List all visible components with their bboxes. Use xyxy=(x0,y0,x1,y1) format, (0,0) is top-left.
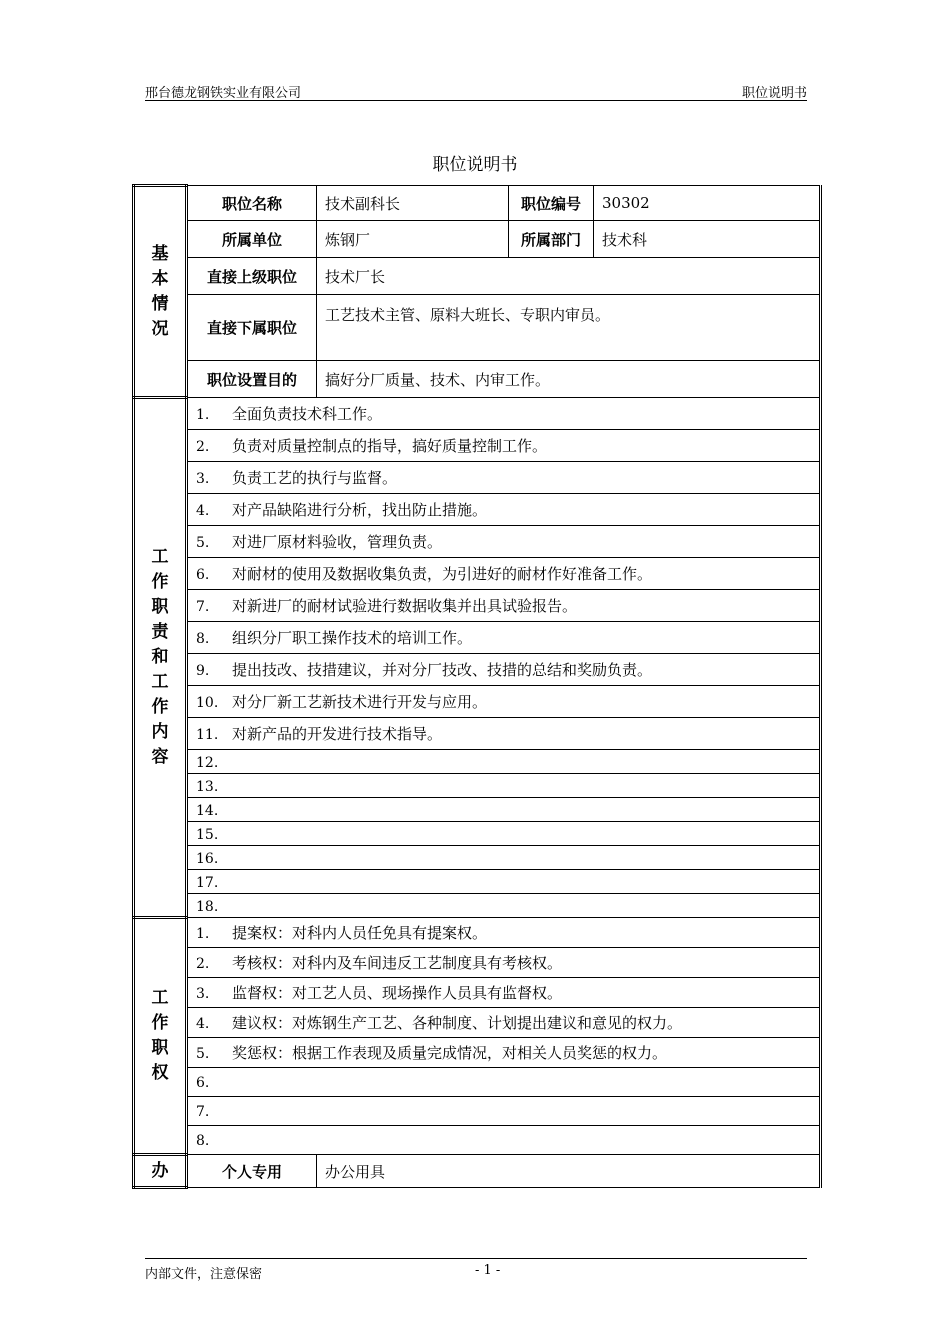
duty-row-cell xyxy=(187,462,821,494)
item-number: 6. xyxy=(196,1075,210,1091)
duty-row-cell xyxy=(187,870,821,894)
duty-row xyxy=(134,558,821,590)
item-text: 对新产品的开发进行技术指导。 xyxy=(232,725,443,743)
item-text: 考核权：对科内及车间违反工艺制度具有考核权。 xyxy=(232,954,563,972)
authority-row xyxy=(134,1038,821,1068)
duty-row-cell xyxy=(187,398,821,430)
duty-row-cell xyxy=(187,430,821,462)
duty-row xyxy=(134,590,821,622)
position-name-value: 技术副科长 xyxy=(317,186,509,221)
duty-row-cell xyxy=(187,894,821,918)
confidential-note: 内部文件，注意保密 xyxy=(145,1267,263,1282)
page-footer xyxy=(145,1258,807,1282)
item-text: 建议权：对炼钢生产工艺、各种制度、计划提出建议和意见的权力。 xyxy=(232,1014,683,1032)
item-number: 18. xyxy=(196,898,219,915)
item-number: 14. xyxy=(196,802,219,819)
duty-row xyxy=(134,798,821,822)
item-number: 3. xyxy=(196,986,210,1002)
item-number: 2. xyxy=(196,439,210,455)
duty-row-cell xyxy=(187,686,821,718)
item-text: 对新进厂的耐材试验进行数据收集并出具试验报告。 xyxy=(232,597,578,615)
item-text: 对进厂原材料验收，管理负责。 xyxy=(232,533,443,551)
item-text: 提出技改、技措建议，并对分厂技改、技措的总结和奖励负责。 xyxy=(232,661,653,679)
authority-row xyxy=(134,1126,821,1155)
item-number: 16. xyxy=(196,850,219,867)
item-number: 8. xyxy=(196,1133,210,1149)
authority-row xyxy=(134,948,821,978)
authority-row xyxy=(134,918,821,948)
duty-row-cell xyxy=(187,526,821,558)
authority-section-label xyxy=(134,918,187,1155)
item-number: 15. xyxy=(196,826,219,843)
page-header xyxy=(145,82,807,101)
header-doc-type: 职位说明书 xyxy=(741,86,807,101)
item-number: 1. xyxy=(196,407,210,423)
authority-row-cell xyxy=(187,1068,821,1097)
duties-section-label-text: 工作职责和工作内容 xyxy=(151,547,169,767)
authority-row-cell xyxy=(187,1038,821,1068)
item-number: 12. xyxy=(196,754,219,771)
dept-label: 所属部门 xyxy=(509,221,594,258)
position-name-label: 职位名称 xyxy=(187,186,317,221)
office-section-label: 办 xyxy=(134,1155,187,1188)
duty-row-cell xyxy=(187,750,821,774)
duty-row-cell xyxy=(187,622,821,654)
duty-row-cell xyxy=(187,590,821,622)
item-number: 17. xyxy=(196,874,219,891)
item-text: 对分厂新工艺新技术进行开发与应用。 xyxy=(232,693,488,711)
dept-value: 技术科 xyxy=(594,221,821,258)
duty-row xyxy=(134,398,821,430)
item-number: 11. xyxy=(196,727,219,743)
duty-row xyxy=(134,526,821,558)
purpose-value: 搞好分厂质量、技术、内审工作。 xyxy=(317,361,821,398)
item-number: 5. xyxy=(196,1046,210,1062)
authority-row-cell xyxy=(187,948,821,978)
duty-row xyxy=(134,774,821,798)
personal-use-label: 个人专用 xyxy=(187,1155,317,1188)
basic-section-text: 基本情况 xyxy=(151,243,169,339)
subordinate-value: 工艺技术主管、原料大班长、专职内审员。 xyxy=(317,295,821,361)
authority-row-cell xyxy=(187,978,821,1008)
authority-row-cell xyxy=(187,1008,821,1038)
position-code-value: 30302 xyxy=(594,186,821,221)
item-number: 6. xyxy=(196,567,210,583)
duty-row xyxy=(134,654,821,686)
authority-row-cell xyxy=(187,1097,821,1126)
item-number: 4. xyxy=(196,503,210,519)
unit-label: 所属单位 xyxy=(187,221,317,258)
basic-section-label xyxy=(134,186,187,398)
job-description-form xyxy=(132,184,822,1189)
item-number: 8. xyxy=(196,631,210,647)
duty-row xyxy=(134,894,821,918)
item-number: 9. xyxy=(196,663,210,679)
authority-row-cell xyxy=(187,918,821,948)
page-number: - 1 - xyxy=(475,1263,501,1278)
duty-row-cell xyxy=(187,798,821,822)
item-text: 监督权：对工艺人员、现场操作人员具有监督权。 xyxy=(232,984,563,1002)
duty-row-cell xyxy=(187,774,821,798)
duty-row xyxy=(134,430,821,462)
duty-row-cell xyxy=(187,558,821,590)
duty-row xyxy=(134,622,821,654)
duty-row xyxy=(134,846,821,870)
item-text: 全面负责技术科工作。 xyxy=(232,405,383,423)
duty-row xyxy=(134,870,821,894)
item-number: 13. xyxy=(196,778,219,795)
duty-row xyxy=(134,462,821,494)
duty-row xyxy=(134,494,821,526)
authority-row xyxy=(134,1097,821,1126)
superior-label: 直接上级职位 xyxy=(187,258,317,295)
purpose-label: 职位设置目的 xyxy=(187,361,317,398)
duty-row xyxy=(134,718,821,750)
personal-use-value: 办公用具 xyxy=(317,1155,821,1188)
unit-value: 炼钢厂 xyxy=(317,221,509,258)
duty-row-cell xyxy=(187,494,821,526)
item-number: 4. xyxy=(196,1016,210,1032)
item-text: 组织分厂职工操作技术的培训工作。 xyxy=(232,629,473,647)
item-text: 负责工艺的执行与监督。 xyxy=(232,469,398,487)
item-text: 提案权：对科内人员任免具有提案权。 xyxy=(232,924,488,942)
item-text: 对耐材的使用及数据收集负责，为引进好的耐材作好准备工作。 xyxy=(232,565,653,583)
duty-row-cell xyxy=(187,718,821,750)
office-row xyxy=(134,1155,821,1188)
item-number: 3. xyxy=(196,471,210,487)
item-number: 7. xyxy=(196,1104,210,1120)
item-number: 2. xyxy=(196,956,210,972)
authority-row xyxy=(134,1008,821,1038)
authority-row xyxy=(134,978,821,1008)
duties-section-label xyxy=(134,398,187,918)
document-title: 职位说明书 xyxy=(432,155,518,175)
position-code-label: 职位编号 xyxy=(509,186,594,221)
item-text: 负责对质量控制点的指导，搞好质量控制工作。 xyxy=(232,437,548,455)
item-text: 对产品缺陷进行分析，找出防止措施。 xyxy=(232,501,488,519)
duty-row xyxy=(134,822,821,846)
subordinate-label: 直接下属职位 xyxy=(187,295,317,361)
company-name: 邢台德龙钢铁实业有限公司 xyxy=(145,86,302,101)
item-number: 7. xyxy=(196,599,210,615)
authority-row xyxy=(134,1068,821,1097)
duty-row xyxy=(134,750,821,774)
superior-value: 技术厂长 xyxy=(317,258,821,295)
item-text: 奖惩权：根据工作表现及质量完成情况，对相关人员奖惩的权力。 xyxy=(232,1044,668,1062)
item-number: 10. xyxy=(196,695,219,711)
authority-row-cell xyxy=(187,1126,821,1155)
authority-section-label-text: 工作职权 xyxy=(151,988,169,1083)
item-number: 1. xyxy=(196,926,210,942)
duty-row-cell xyxy=(187,822,821,846)
item-number: 5. xyxy=(196,535,210,551)
duty-row-cell xyxy=(187,846,821,870)
duty-row xyxy=(134,686,821,718)
duty-row-cell xyxy=(187,654,821,686)
